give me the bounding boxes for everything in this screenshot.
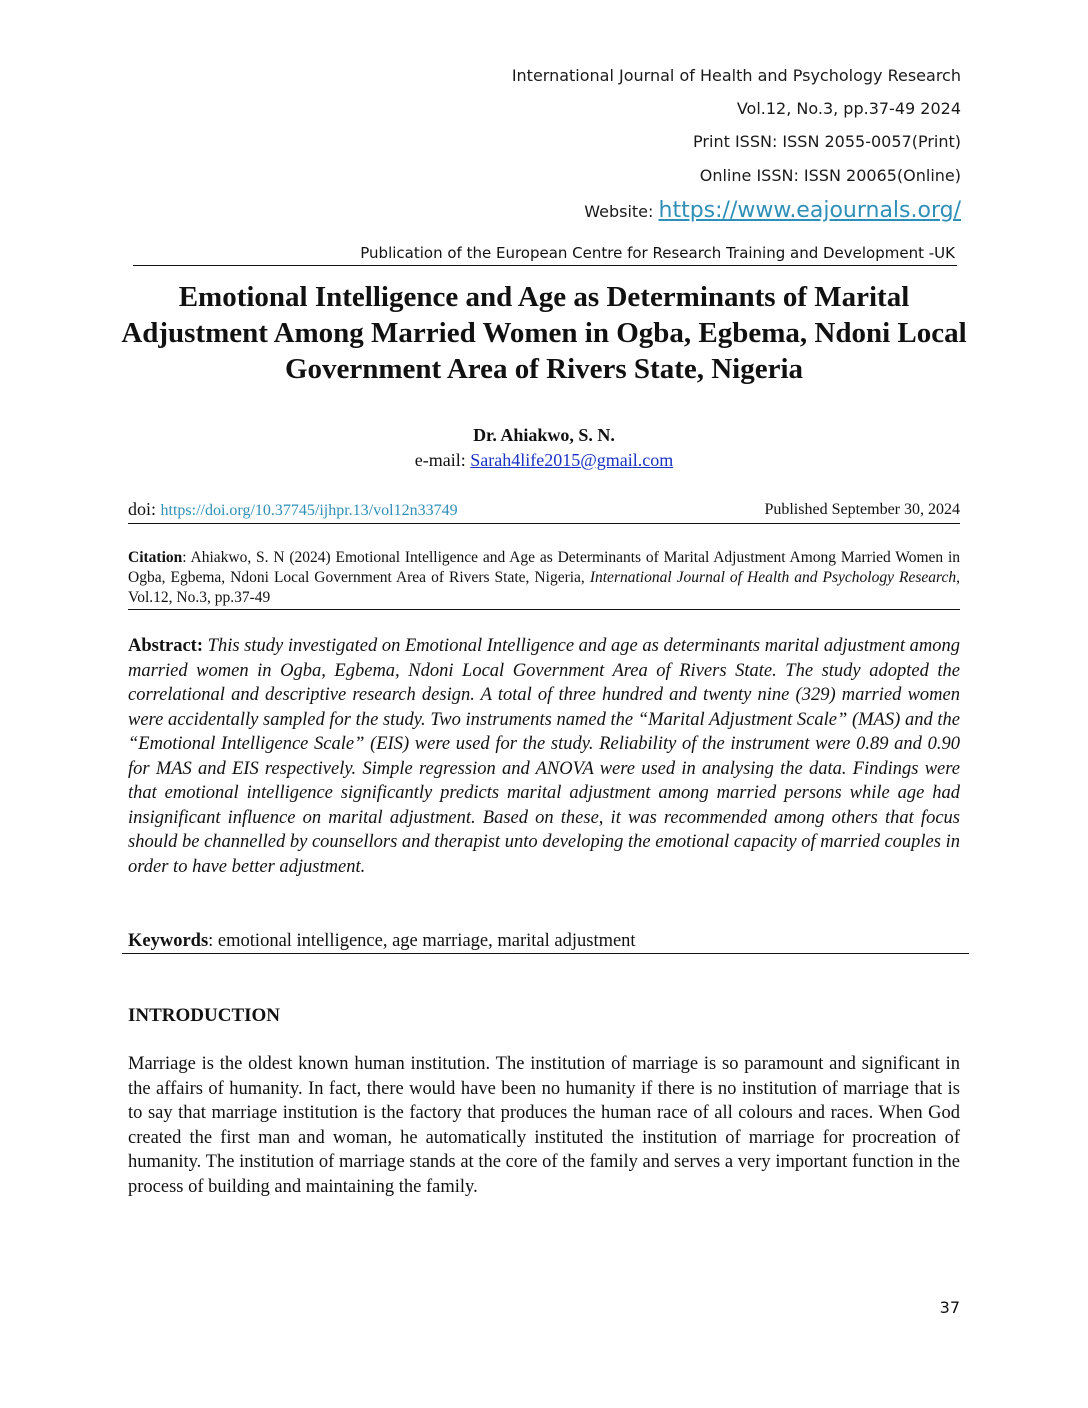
paper-title: Emotional Intelligence and Age as Determinants of Marital Adjustment Among Married Women in Ogba, Egbema, Ndoni Local Government Area of Rivers State, Nigeria [121,281,967,385]
website-label: Website: [584,202,654,221]
print-issn: Print ISSN: ISSN 2055-0057(Print) [693,132,961,151]
doi-label: doi: [128,499,157,519]
website-line [261,198,961,223]
doi [128,499,458,520]
publication-text: Publication of the European Centre for Research Training and Development -UK [360,244,955,262]
published-date: Published September 30, 2024 [764,501,960,518]
email-label: e-mail: [414,450,466,470]
keywords-label: Keywords [128,931,209,951]
journal-name: International Journal of Health and Psychology Research [511,66,961,85]
website-link[interactable]: https://www.eajournals.org/ [658,198,961,223]
citation [128,548,960,610]
author-name: Dr. Ahiakwo, S. N. [473,425,615,445]
volume-info: Vol.12, No.3, pp.37-49 2024 [736,99,961,118]
citation-text: : Ahiakwo, S. N (2024) Emotional Intelligence and Age as Determinants of Marital Adjustment Among Married Women in Ogba, Egbema, Ndoni Local Government Area of Rivers State, Nigeria, [128,549,960,586]
doi-line [128,499,960,524]
citation-journal: International Journal of Health and Psychology Research [589,569,957,586]
introduction-heading: INTRODUCTION [128,1005,281,1026]
publication-line [133,244,957,266]
keywords [128,929,960,953]
author-email-line [0,450,1088,471]
abstract [128,634,960,879]
email-link[interactable]: Sarah4life2015@gmail.com [470,450,674,470]
abstract-label: Abstract: [128,636,204,656]
keywords-text: : emotional intelligence, age marriage, marital adjustment [208,931,636,951]
citation-label: Citation [128,549,183,566]
page-number: 37 [939,1298,960,1317]
keywords-divider [122,953,969,954]
citation-tail: , Vol.12, No.3, pp.37-49 [128,569,960,606]
abstract-text: This study investigated on Emotional Intelligence and age as determinants marital adjustment among married women in Ogba, Egbema, Ndoni Local Government Area of Rivers State. The study adopted the correlational and descriptive research design. A total of three hundred and twenty nine (329) married women were accidentally sampled for the study. Two instruments named the “Marital Adjustment Scale” (MAS) and the “Emotional Intelligence Scale” (EIS) were used for the study. Reliability of the instrument were 0.89 and 0.90 for MAS and EIS respectively. Simple regression and ANOVA were used in analysing the data. Findings were that emotional intelligence significantly predicts marital adjustment among married persons while age had insignificant influence on marital adjustment. Based on these, it was recommended among others that focus should be channelled by counsellors and therapist unto developing the emotional capacity of married couples in order to have better adjustment. [128,636,961,877]
online-issn: Online ISSN: ISSN 20065(Online) [699,166,961,185]
doi-link[interactable]: https://doi.org/10.37745/ijhpr.13/vol12n33749 [160,502,458,519]
introduction-paragraph: Marriage is the oldest known human institution. The institution of marriage is so paramount and significant in the affairs of humanity. In fact, there would have been no humanity if there is no institution of marriage that is to say that marriage institution is the factory that produces the human race of all colours and races. When God created the first man and woman, he automatically instituted the institution of marriage for procreation of humanity. The institution of marriage stands at the core of the family and serves a very important function in the process of building and maintaining the family. [128,1054,960,1197]
